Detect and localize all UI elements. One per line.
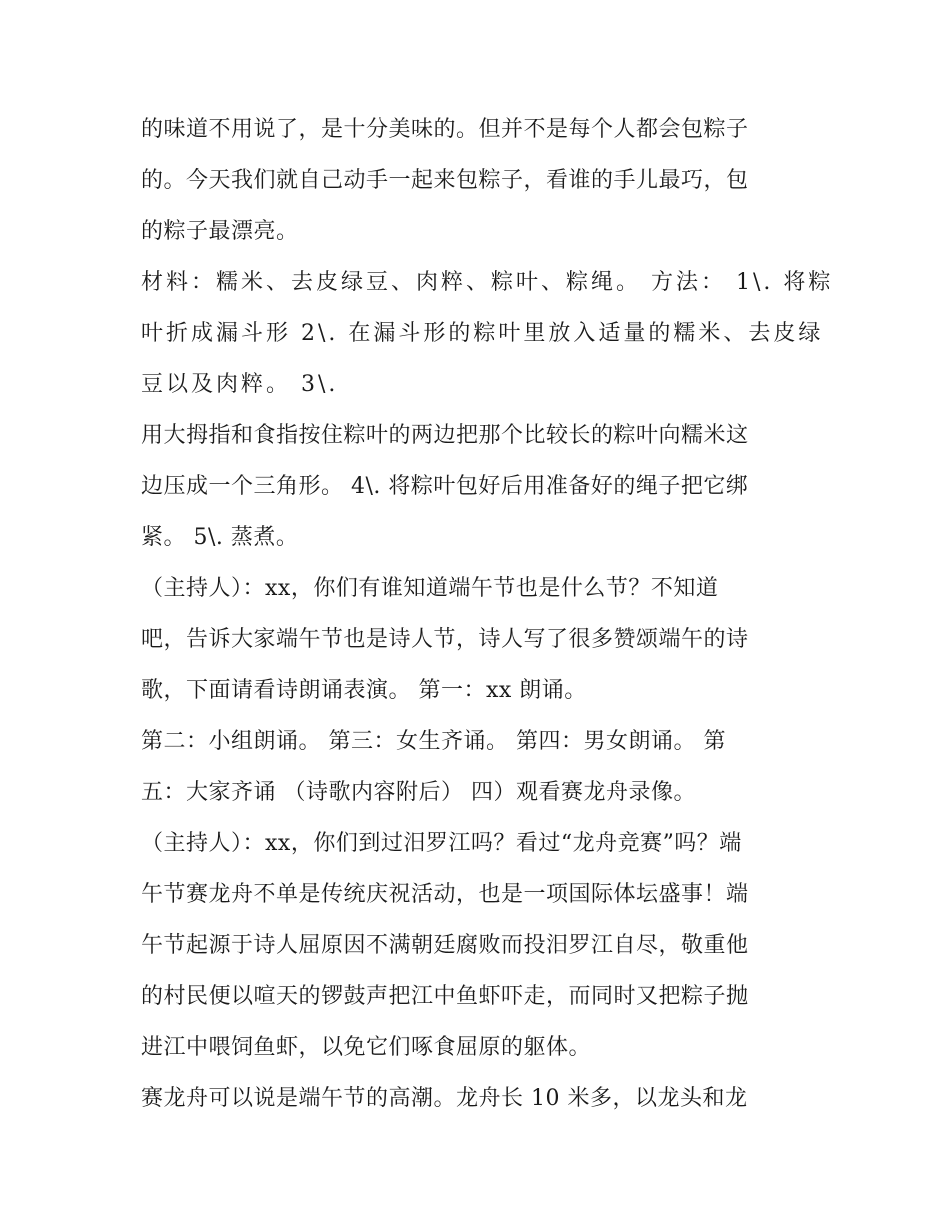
paragraph-dragon-boat [141, 818, 821, 1073]
text-line: 进江中喂饲鱼虾，以免它们啄食屈原的躯体。 [141, 1035, 592, 1060]
text-line: 边压成一个三角形。 4\. 将粽叶包好后用准备好的绳子把它绑 [141, 474, 749, 499]
text-line: 午节起源于诗人屈原因不满朝廷腐败而投汨罗江自尽，敬重他 [141, 933, 749, 958]
text-line: 的村民便以喧天的锣鼓声把江中鱼虾吓走，而同时又把粽子抛 [141, 984, 749, 1009]
text-line: 用大拇指和食指按住粽叶的两边把那个比较长的粽叶向糯米这 [141, 423, 749, 448]
text-line: 赛龙舟可以说是端午节的高潮。龙舟长 10 米多，以龙头和龙 [141, 1086, 748, 1111]
paragraph-steps [141, 410, 821, 563]
paragraph-materials [141, 257, 834, 410]
text-line: 的味道不用说了，是十分美味的。但并不是每个人都会包粽子 [141, 117, 749, 142]
document-body [141, 104, 834, 1124]
text-line: 午节赛龙舟不单是传统庆祝活动，也是一项国际体坛盛事！端 [141, 882, 749, 907]
paragraph-recitations [141, 716, 821, 818]
text-line: 五：大家齐诵 （诗歌内容附后） 四）观看赛龙舟录像。 [141, 780, 696, 805]
text-line: 材料：糯米、去皮绿豆、肉粹、粽叶、粽绳。 方法： 1\. 将粽 [141, 270, 834, 295]
text-line: 叶折成漏斗形 2\. 在漏斗形的粽叶里放入适量的糯米、去皮绿 [141, 321, 824, 346]
text-line: 第二：小组朗诵。 第三：女生齐诵。 第四：男女朗诵。 第 [141, 729, 726, 754]
text-line: 的。今天我们就自己动手一起来包粽子，看谁的手儿最巧，包 [141, 168, 749, 193]
text-line: 豆以及肉粹。 3\. [141, 372, 339, 397]
text-line: 的粽子最漂亮。 [141, 219, 299, 244]
text-line: 紧。 5\. 蒸煮。 [141, 525, 299, 550]
text-line: 吧，告诉大家端午节也是诗人节，诗人写了很多赞颂端午的诗 [141, 627, 749, 652]
text-line: （主持人）：xx，你们有谁知道端午节也是什么节？不知道 [141, 576, 719, 601]
text-line: （主持人）：xx，你们到过汨罗江吗？看过“龙舟竞赛”吗？端 [141, 831, 742, 856]
text-line: 歌，下面请看诗朗诵表演。 第一：xx 朗诵。 [141, 678, 587, 703]
paragraph-climax [141, 1073, 821, 1124]
paragraph-intro [141, 104, 821, 257]
paragraph-poetry [141, 563, 821, 716]
